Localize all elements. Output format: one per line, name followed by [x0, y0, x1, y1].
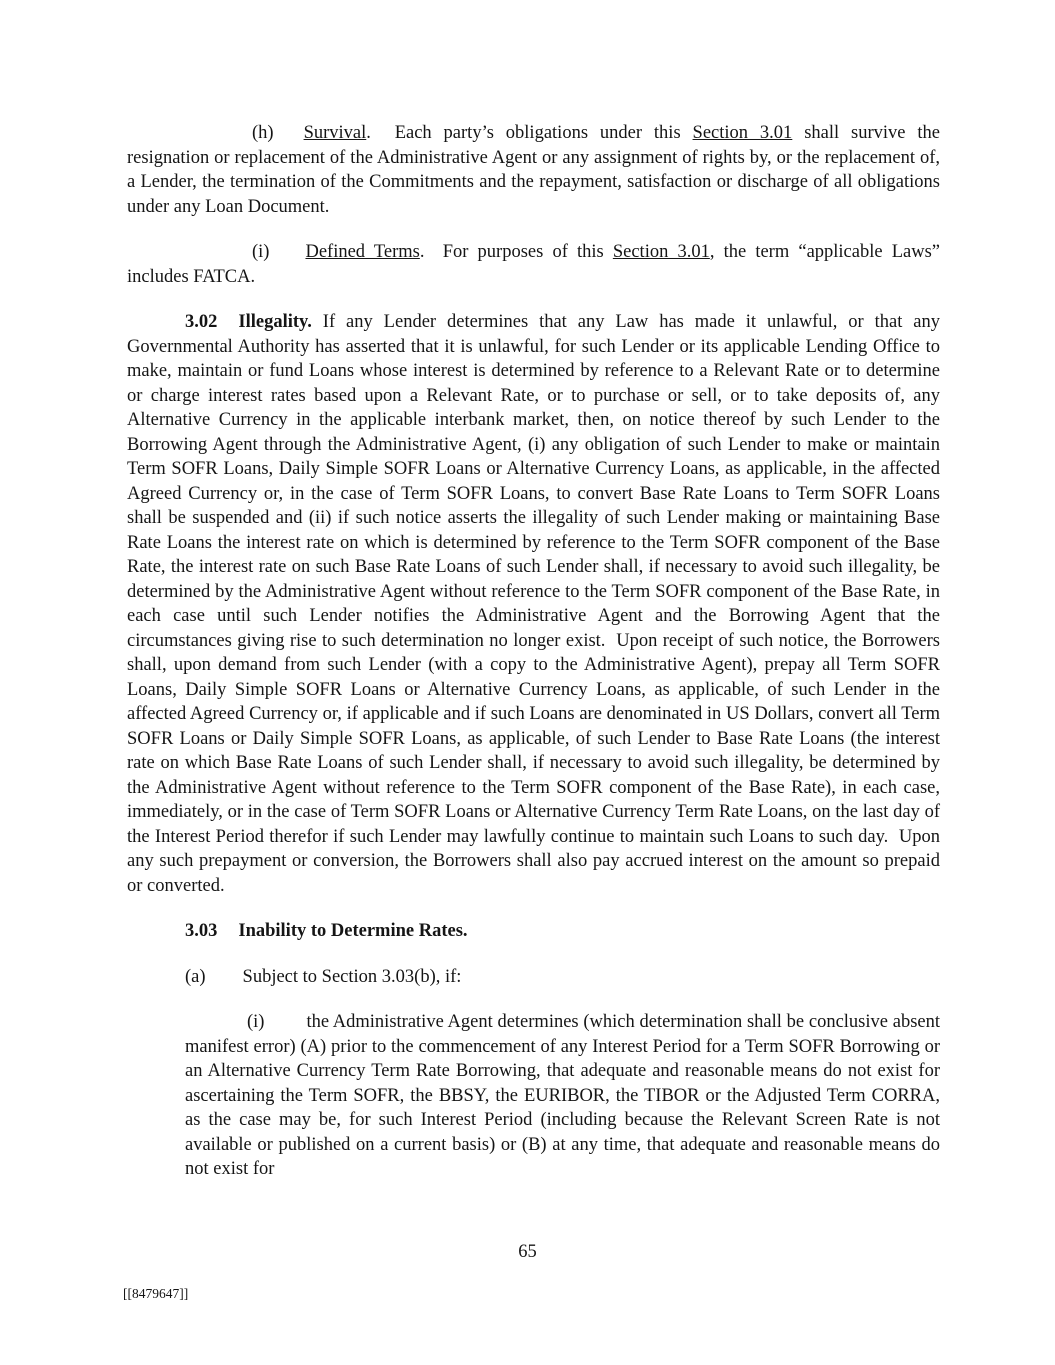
heading-inability: [127, 919, 940, 944]
clause-label: (a): [185, 966, 206, 987]
clause-text: . Each party’s obligations under this: [366, 123, 693, 143]
clause-text: Subject to Section 3.03(b), if:: [242, 966, 462, 987]
page-number: 65: [518, 1242, 537, 1262]
section-reference: Section 3.01: [692, 123, 793, 143]
clause-text: shall survive the resignation or replacement of the Administrative Agent or any assignment of rights by, or the replacement of, a Lender, the termination of the Commitments and the repayment, satisfaction or discharge of all obligations under any Loan Document.: [127, 123, 940, 217]
paragraph-defined-terms: [127, 240, 940, 289]
clause-text: . For purposes of this: [419, 242, 613, 262]
paragraph-survival: [127, 121, 940, 219]
clause-label: (i): [247, 1012, 265, 1032]
section-body: If any Lender determines that any Law has made it unlawful, or that any Governmental Authority has asserted that it is unlawful, for such Lender or its applicable Lending Office to make, maintain or fund Loans whose interest is determined by reference to a Relevant Rate or to determine or charge interest rates based upon a Relevant Rate, or to purchase or sell, or to take deposits of, any Alternative Currency in the applicable interbank market, then, on notice thereof by such Lender to the Borrowing Agent through the Administrative Agent, (i) any obligation of such Lender to make or maintain Term SOFR Loans, Daily Simple SOFR Loans or Alternative Currency Loans, as applicable, in the affected Agreed Currency or, in the case of Term SOFR Loans, to convert Base Rate Loans to Term SOFR Loans shall be suspended and (ii) if such notice asserts the illegality of such Lender making or maintaining Base Rate Loans the interest rate on which is determined by reference to the Term SOFR component of the Base Rate, the interest rate on such Base Rate Loans of such Lender shall, if necessary to avoid such illegality, be determined by the Administrative Agent without reference to the Term SOFR component of the Base Rate, in each case until such Lender notifies the Administrative Agent and the Borrowing Agent that the circumstances giving rise to such determination no longer exist. Upon receipt of such notice, the Borrowers shall, upon demand from such Lender (with a copy to the Administrative Agent), prepay all Term SOFR Loans, Daily Simple SOFR Loans or Alternative Currency Loans, as applicable, of such Lender in the affected Agreed Currency or, if applicable and if such Loans are denominated in US Dollars, convert all Term SOFR Loans or Daily Simple SOFR Loans, as applicable, of such Lender to Base Rate Loans (the interest rate on which Base Rate Loans of such Lender shall, if necessary to avoid such illegality, be determined by the Administrative Agent without reference to the Term SOFR component of the Base Rate), in each case, immediately, or in the case of Term SOFR Loans or Alternative Currency Term Rate Loans, on the last day of the Interest Period therefor if such Lender may lawfully continue to maintain such Loans to such day. Upon any such prepayment or conversion, the Borrowers shall also pay accrued interest on the amount so prepaid or converted.: [127, 312, 940, 896]
paragraph-subject: [127, 965, 940, 990]
clause-text: the Administrative Agent determines (which determination shall be conclusive absent manifest error) (A) prior to the commencement of any Interest Period for a Term SOFR Borrowing or an Alternative Currency Term Rate Borrowing, that adequate and reasonable means do not exist for ascertaining the Term SOFR, the BBSY, the EURIBOR, the TIBOR or the Adjusted Term CORRA, as the case may be, for such Interest Period (including because the Relevant Screen Rate is not available or published on a current basis) or (B) at any time, that adequate and reasonable means do not exist for: [185, 1012, 940, 1179]
section-title: Inability to Determine Rates.: [238, 921, 468, 941]
document-id-stamp: [[8479647]]: [123, 1286, 189, 1301]
clause-title: Defined Terms: [305, 242, 420, 262]
paragraph-illegality: [127, 310, 940, 898]
clause-text: , the term “applicable Laws” includes FATCA.: [127, 242, 940, 287]
section-number: 3.03: [185, 921, 218, 941]
clause-label: (h): [252, 123, 274, 143]
clause-title: Survival: [303, 123, 367, 143]
section-title: Illegality.: [238, 312, 312, 332]
paragraph-determination: [185, 1010, 940, 1182]
clause-label: (i): [252, 242, 270, 262]
section-number: 3.02: [185, 312, 218, 332]
section-reference: Section 3.01: [612, 242, 710, 262]
